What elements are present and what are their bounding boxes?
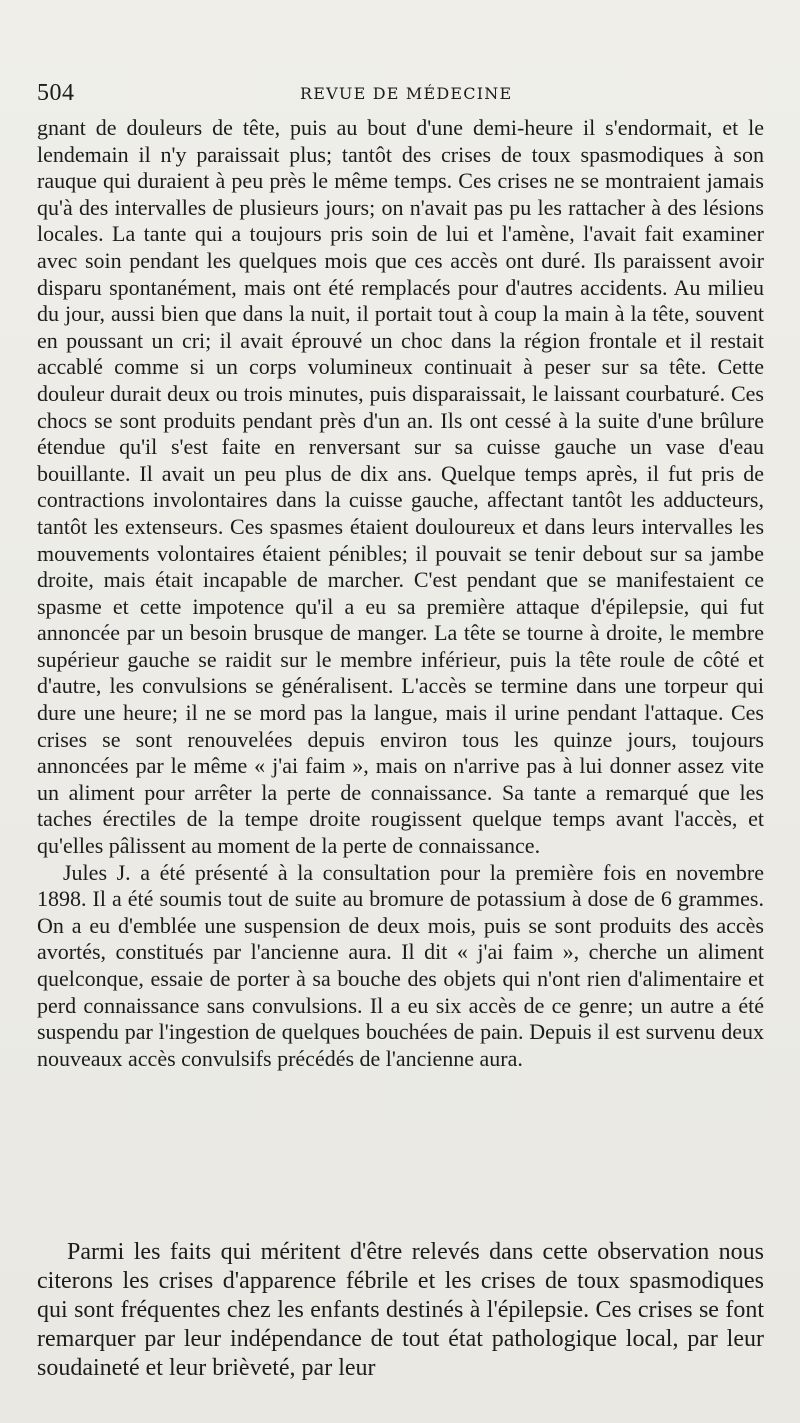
page-header xyxy=(37,80,760,110)
page-number: 504 xyxy=(37,80,75,106)
observation-paragraph-1: gnant de douleurs de tête, puis au bout d'une demi-heure il s'endormait, et le lendemain il n'y paraissait plus; tantôt des crises de toux spasmodiques à son rauque qui duraient à peu près le même temps. Ces crises ne se montraient jamais qu'à des intervalles de plusieurs jours; on n'avait pas pu les rattacher à des lésions locales. La tante qui a toujours pris soin de lui et l'amène, l'avait fait examiner avec soin pendant les quelques mois que ces accès ont duré. Ils paraissent avoir disparu spontanément, mais ont été remplacés pour d'autres accidents. Au milieu du jour, aussi bien que dans la nuit, il portait tout à coup la main à la tête, souvent en poussant un cri; il avait éprouvé un choc dans la région frontale et il restait accablé comme si un corps volumineux continuait à peser sur sa tête. Cette douleur durait deux ou trois minutes, puis disparaissait, le laissant courbaturé. Ces chocs se sont produits pendant près d'un an. Ils ont cessé à la suite d'une brûlure étendue qu'il s'est faite en renversant sur sa cuisse gauche un vase d'eau bouillante. Il avait un peu plus de dix ans. Quelque temps après, il fut pris de contractions involontaires dans la cuisse gauche, affectant tantôt les adducteurs, tantôt les extenseurs. Ces spasmes étaient douloureux et dans leurs intervalles les mouvements volontaires étaient pénibles; il pouvait se tenir debout sur sa jambe droite, mais était incapable de marcher. C'est pendant que se manifestaient ce spasme et cette impotence qu'il a eu sa première attaque d'épilepsie, qui fut annoncée par un besoin brusque de manger. La tête se tourne à droite, le membre supérieur gauche se raidit sur le membre inférieur, puis la tête roule de côté et d'autre, les convulsions se généralisent. L'accès se termine dans une torpeur qui dure une heure; il ne se mord pas la langue, mais il urine pendant l'attaque. Ces crises se sont renouvelées depuis environ tous les quinze jours, toujours annoncées par le même « j'ai faim », mais on n'arrive pas à lui donner assez vite un aliment pour arrêter la perte de connaissance. Sa tante a remarqué que les taches érectiles de la tempe droite rougissent quelque temps avant l'accès, et qu'elles pâlissent au moment de la perte de connaissance. xyxy=(37,115,764,859)
running-head: REVUE DE MÉDECINE xyxy=(300,84,513,103)
observation-text xyxy=(37,115,764,1072)
commentary-paragraph: Parmi les faits qui méritent d'être relevés dans cette observation nous citerons les crises d'apparence fébrile et les crises de toux spasmodiques qui sont fréquentes chez les enfants destinés à l'épilepsie. Ces crises se font remarquer par leur indépendance de tout état pathologique local, par leur soudaineté et leur brièveté, par leur xyxy=(37,1239,764,1381)
observation-paragraph-2: Jules J. a été présenté à la consultation pour la première fois en novembre 1898. Il a été soumis tout de suite au bromure de potassium à dose de 6 grammes. On a eu d'emblée une suspension de deux mois, puis se sont produits des accès avortés, constitués par l'ancienne aura. Il dit « j'ai faim », cherche un aliment quelconque, essaie de porter à sa bouche des objets qui n'ont rien d'alimentaire et perd connaissance sans convulsions. Il a eu six accès de ce genre; un autre a été suspendu par l'ingestion de quelques bouchées de pain. Depuis il est survenu deux nouveaux accès convulsifs précédés de l'ancienne aura. xyxy=(37,859,764,1071)
commentary-text xyxy=(37,1238,764,1383)
